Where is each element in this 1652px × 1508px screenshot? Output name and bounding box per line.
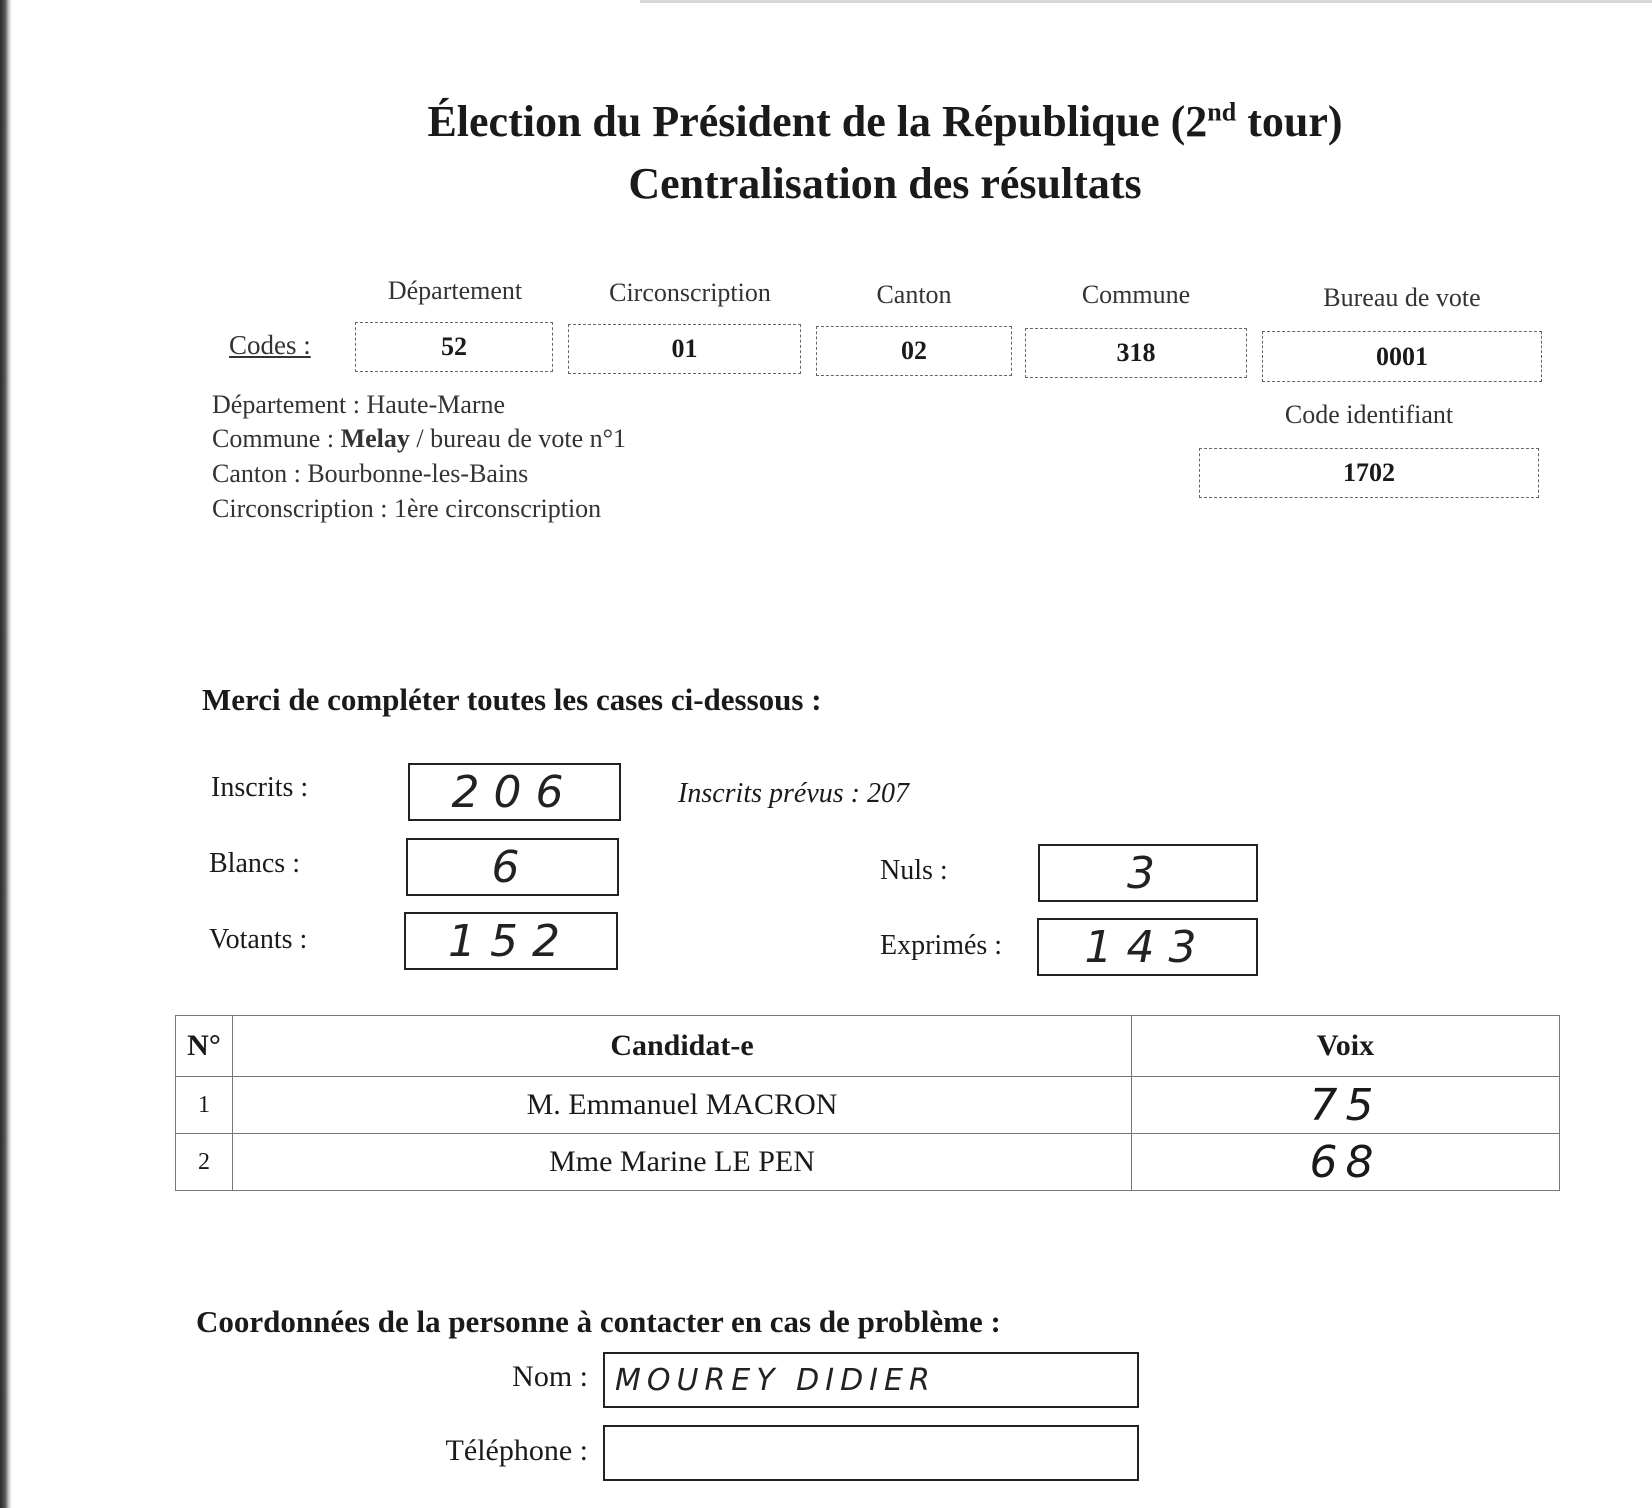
code-circonscription: 01: [568, 324, 801, 374]
identifier-value: 1702: [1199, 448, 1539, 498]
title-text-end: tour): [1236, 97, 1343, 146]
code-label-canton: Canton: [876, 280, 952, 309]
nom-label: Nom :: [512, 1360, 588, 1393]
info-commune-suffix: / bureau de vote n°1: [409, 424, 627, 453]
code-label-departement: Département: [387, 276, 523, 305]
results-table: [175, 1015, 1560, 1191]
row-number: 1: [176, 1077, 233, 1134]
votants-field[interactable]: 152: [404, 912, 618, 970]
blancs-label: Blancs :: [209, 848, 300, 879]
nom-field[interactable]: MOUREY DIDIER: [603, 1352, 1139, 1408]
row-votes-field[interactable]: 68: [1132, 1134, 1560, 1191]
info-commune: [212, 424, 626, 454]
contact-heading: Coordonnées de la personne à contacter en cas de problème :: [196, 1304, 1001, 1339]
code-label-circonscription: Circonscription: [609, 278, 771, 307]
info-canton: Canton : Bourbonne-les-Bains: [212, 459, 529, 488]
header-candidate: Candidat-e: [233, 1016, 1132, 1077]
form-heading: Merci de compléter toutes les cases ci-dessous :: [202, 682, 822, 717]
page-title: [0, 96, 1652, 147]
blancs-field[interactable]: 6: [406, 838, 619, 896]
info-departement: Département : Haute-Marne: [212, 390, 506, 419]
nuls-field[interactable]: 3: [1038, 844, 1258, 902]
inscrits-field[interactable]: 206: [408, 763, 621, 821]
row-candidate: Mme Marine LE PEN: [233, 1134, 1132, 1191]
row-votes-field[interactable]: 75: [1132, 1077, 1560, 1134]
code-bureau-de-vote: 0001: [1262, 331, 1542, 382]
code-label-bureau: Bureau de vote: [1323, 283, 1481, 312]
info-circonscription: Circonscription : 1ère circonscription: [212, 494, 602, 523]
nuls-label: Nuls :: [880, 855, 948, 886]
results-header-row: [176, 1016, 1560, 1077]
info-commune-name: Melay: [340, 424, 410, 453]
inscrits-label: Inscrits :: [211, 772, 309, 803]
page-subtitle: Centralisation des résultats: [628, 159, 1142, 208]
row-number: 2: [176, 1134, 233, 1191]
exprimes-label: Exprimés :: [880, 930, 1003, 961]
title-superscript: nd: [1207, 97, 1237, 127]
codes-label: Codes :: [229, 330, 311, 360]
inscrits-prevus: Inscrits prévus : 207: [678, 778, 909, 809]
code-departement: 52: [355, 322, 553, 372]
exprimes-field[interactable]: 143: [1037, 918, 1258, 976]
code-commune: 318: [1025, 328, 1247, 378]
title-text: Élection du Président de la République (2: [427, 97, 1208, 146]
table-row: [176, 1077, 1560, 1134]
code-canton: 02: [816, 326, 1012, 376]
row-candidate: M. Emmanuel MACRON: [233, 1077, 1132, 1134]
telephone-label: Téléphone :: [445, 1434, 588, 1467]
header-number: N°: [176, 1016, 233, 1077]
table-row: [176, 1134, 1560, 1191]
header-votes: Voix: [1132, 1016, 1560, 1077]
code-label-commune: Commune: [1081, 280, 1191, 309]
scan-edge-top: [640, 0, 1652, 3]
scan-edge: [0, 0, 12, 1508]
votants-label: Votants :: [209, 924, 308, 955]
identifier-label: Code identifiant: [1284, 400, 1454, 429]
info-commune-prefix: Commune :: [212, 424, 341, 453]
telephone-field[interactable]: [603, 1425, 1139, 1481]
